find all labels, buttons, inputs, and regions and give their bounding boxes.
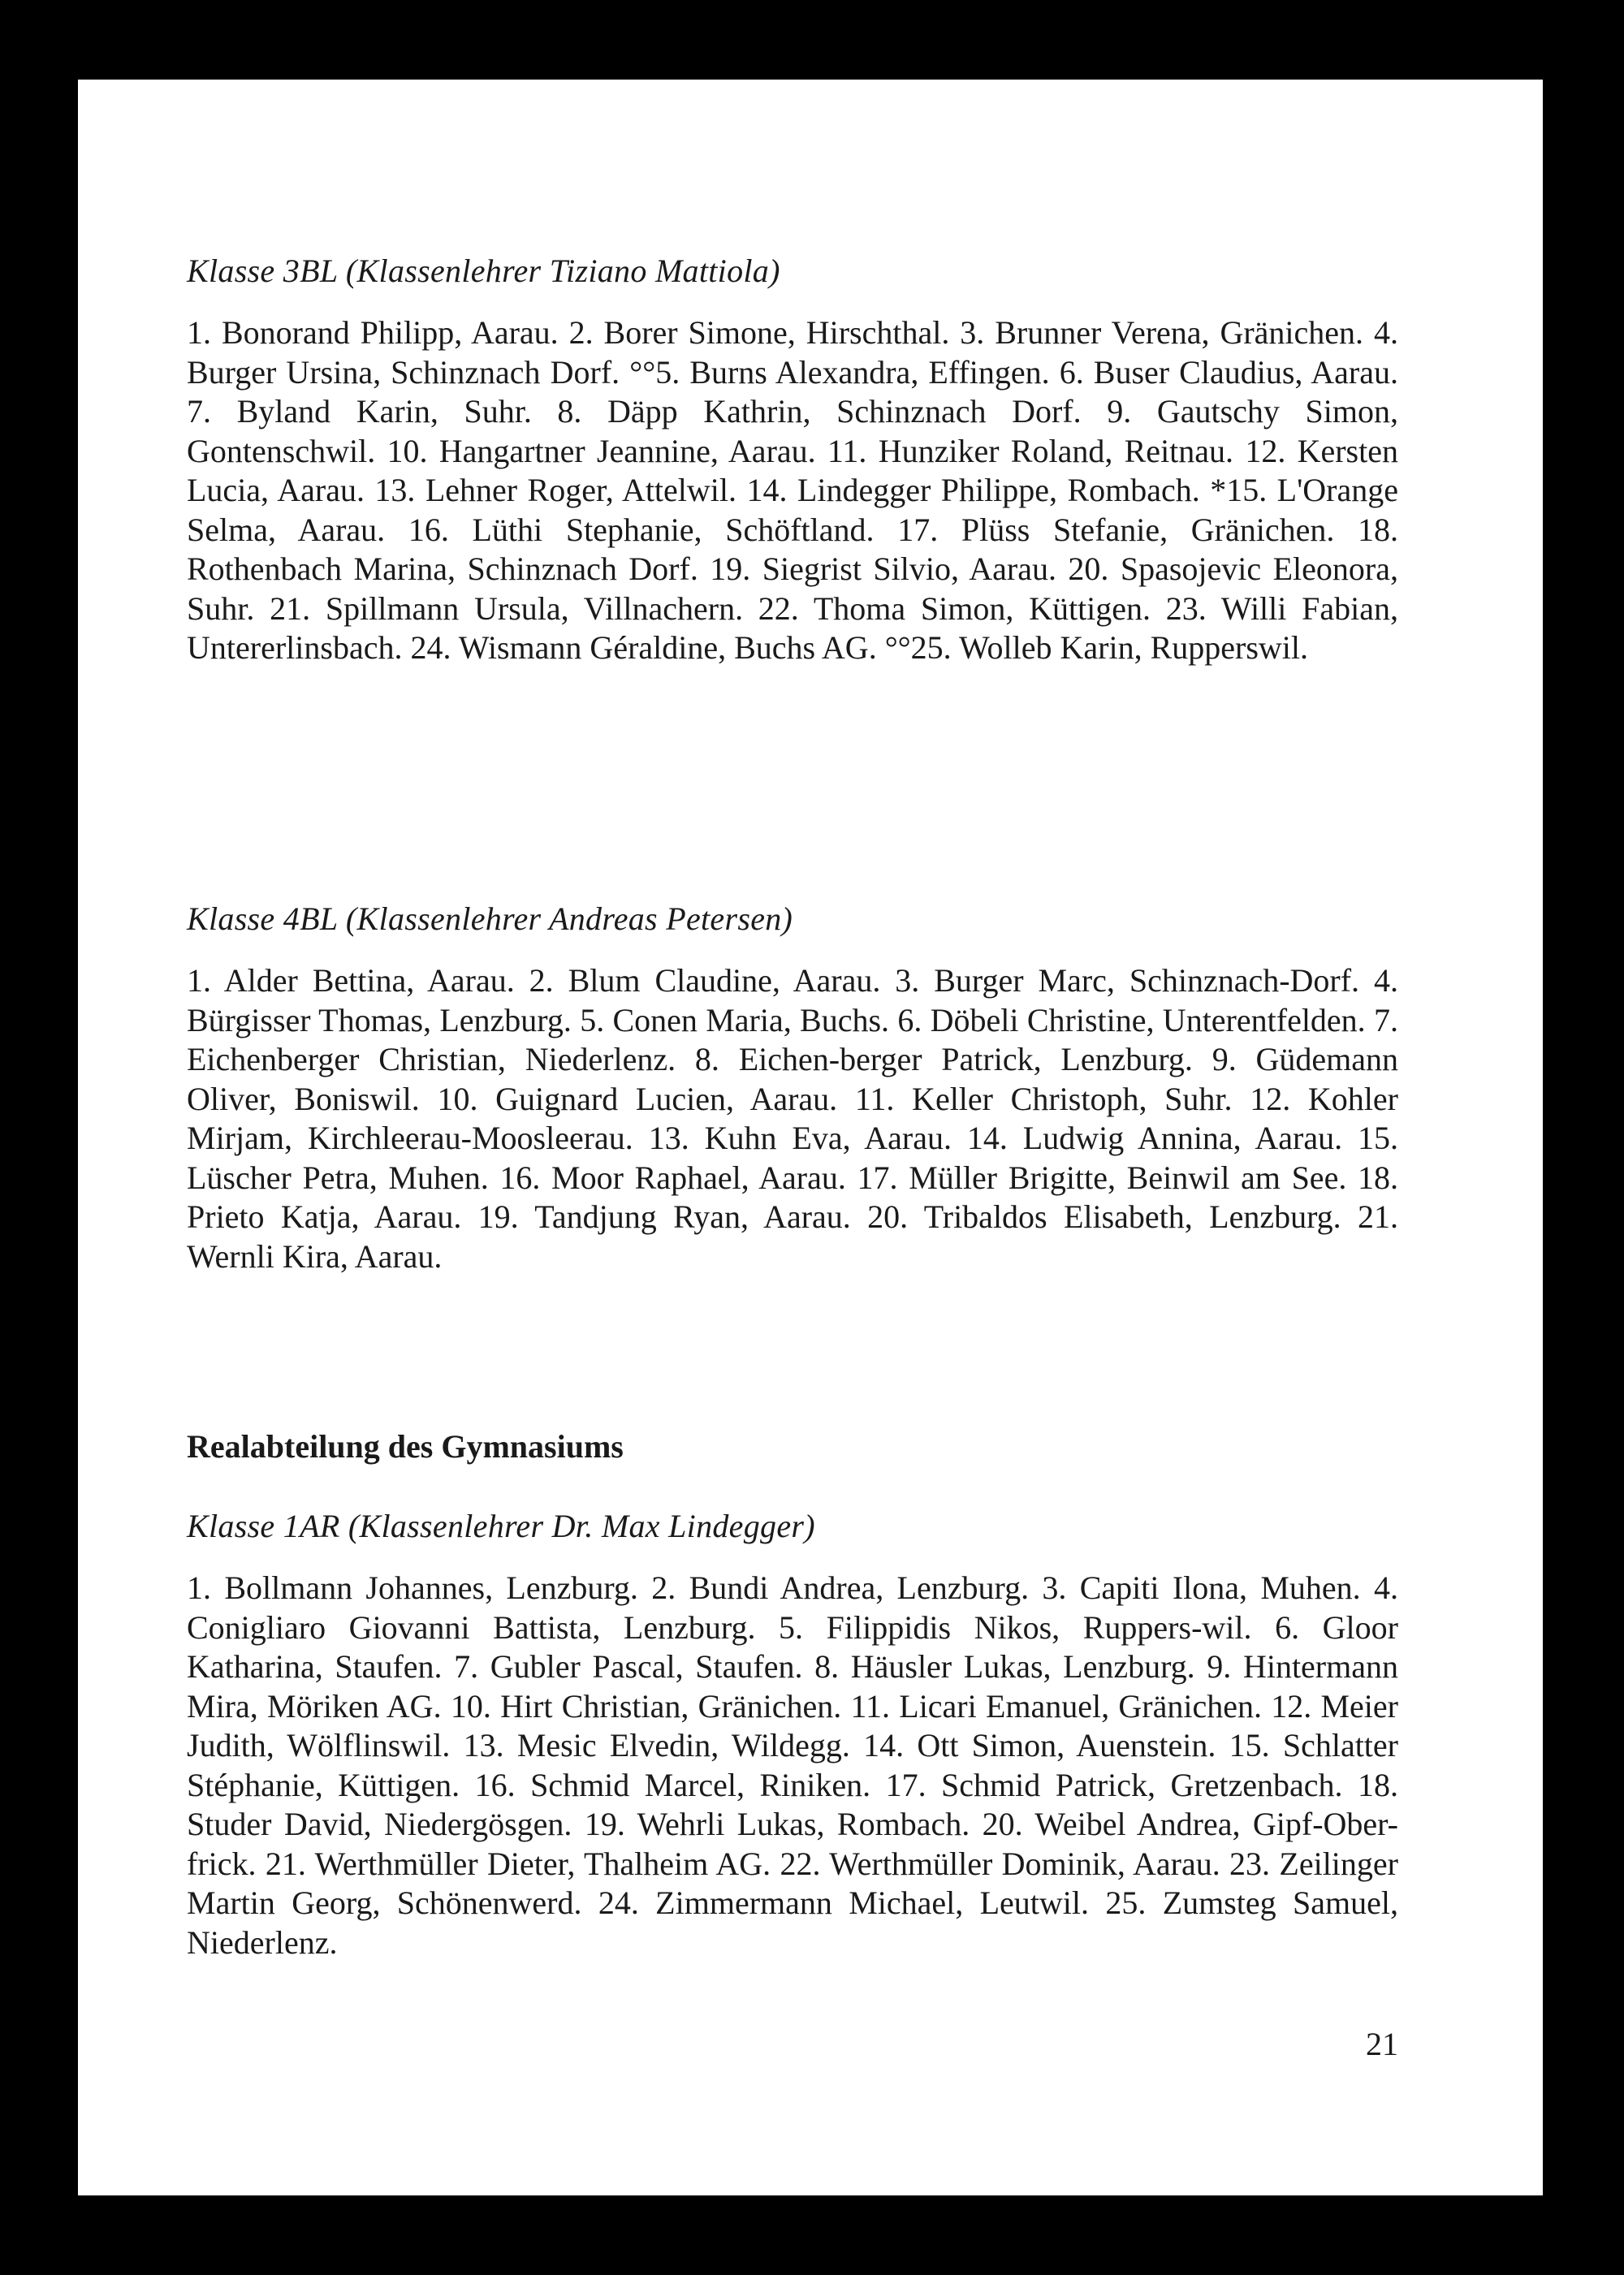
class-roster: 1. Bonorand Philipp, Aarau. 2. Borer Simone, Hirschthal. 3. Brunner Verena, Gränichen. 4. Burger Ursina, Schinznach Dorf. °°5. Burns Alexandra, Effingen. 6. Buser Claudius, Aarau. 7. Byland Karin, Suhr. 8. Däpp Kathrin, Schinznach Dorf. 9. Gautschy Simon, Gontenschwil. 10. Hangartner Jeannine, Aarau. 11. Hunziker Roland, Reitnau. 12. Kersten Lucia, Aarau. 13. Lehner Roger, Attelwil. 14. Lindegger Philippe, Rombach. *15. L'Orange Selma, Aarau. 16. Lüthi Stephanie, Schöftland. 17. Plüss Stefanie, Gränichen. 18. Rothenbach Marina, Schinznach Dorf. 19. Siegrist Silvio, Aarau. 20. Spasojevic Eleonora, Suhr. 21. Spillmann Ursula, Villnachern. 22. Thoma Simon, Küttigen. 23. Willi Fabian, Untererlinsbach. 24. Wismann Géraldine, Buchs AG. °°25. Wolleb Karin, Rupperswil. <box>187 314 1398 666</box>
class-roster: 1. Alder Bettina, Aarau. 2. Blum Claudine, Aarau. 3. Burger Marc, Schinznach-Dorf. 4. Bürgisser Thomas, Lenzburg. 5. Conen Maria, Buchs. 6. Döbeli Christine, Unterentfelden. 7. Eichenberger Christian, Niederlenz. 8. Eichen-berger Patrick, Lenzburg. 9. Güdemann Oliver, Boniswil. 10. Guignard Lucien, Aarau. 11. Keller Christoph, Suhr. 12. Kohler Mirjam, Kirchleerau-Moosleerau. 13. Kuhn Eva, Aarau. 14. Ludwig Annina, Aarau. 15. Lüscher Petra, Muhen. 16. Moor Raphael, Aarau. 17. Müller Brigitte, Beinwil am See. 18. Prieto Katja, Aarau. 19. Tandjung Ryan, Aarau. 20. Tribaldos Elisabeth, Lenzburg. 21. Wernli Kira, Aarau. <box>187 962 1398 1275</box>
class-heading: Klasse 3BL (Klassenlehrer Tiziano Mattiola) <box>187 253 780 289</box>
section-title: Realabteilung des Gymnasiums <box>187 1428 624 1465</box>
class-1ar-section <box>187 1507 1398 1962</box>
class-3bl-section <box>187 252 1398 668</box>
class-roster: 1. Bollmann Johannes, Lenzburg. 2. Bundi Andrea, Lenzburg. 3. Capiti Ilona, Muhen. 4. Conigliaro Giovanni Battista, Lenzburg. 5. Filippidis Nikos, Ruppers-wil. 6. Gloor Katharina, Staufen. 7. Gubler Pascal, Staufen. 8. Häusler Lukas, Lenzburg. 9. Hintermann Mira, Möriken AG. 10. Hirt Christian, Gränichen. 11. Licari Emanuel, Gränichen. 12. Meier Judith, Wölflinswil. 13. Mesic Elvedin, Wildegg. 14. Ott Simon, Auenstein. 15. Schlatter Stéphanie, Küttigen. 16. Schmid Marcel, Riniken. 17. Schmid Patrick, Gretzenbach. 18. Studer David, Niedergösgen. 19. Wehrli Lukas, Rombach. 20. Weibel Andrea, Gipf-Ober-frick. 21. Werthmüller Dieter, Thalheim AG. 22. Werthmüller Dominik, Aarau. 23. Zeilinger Martin Georg, Schönenwerd. 24. Zimmermann Michael, Leutwil. 25. Zumsteg Samuel, Niederlenz. <box>187 1569 1398 1961</box>
document-page <box>78 80 1543 2195</box>
class-heading: Klasse 4BL (Klassenlehrer Andreas Petersen) <box>187 900 793 937</box>
class-heading: Klasse 1AR (Klassenlehrer Dr. Max Lindegger) <box>187 1508 815 1544</box>
class-4bl-section <box>187 900 1398 1276</box>
page-number: 21 <box>1366 2026 1398 2062</box>
